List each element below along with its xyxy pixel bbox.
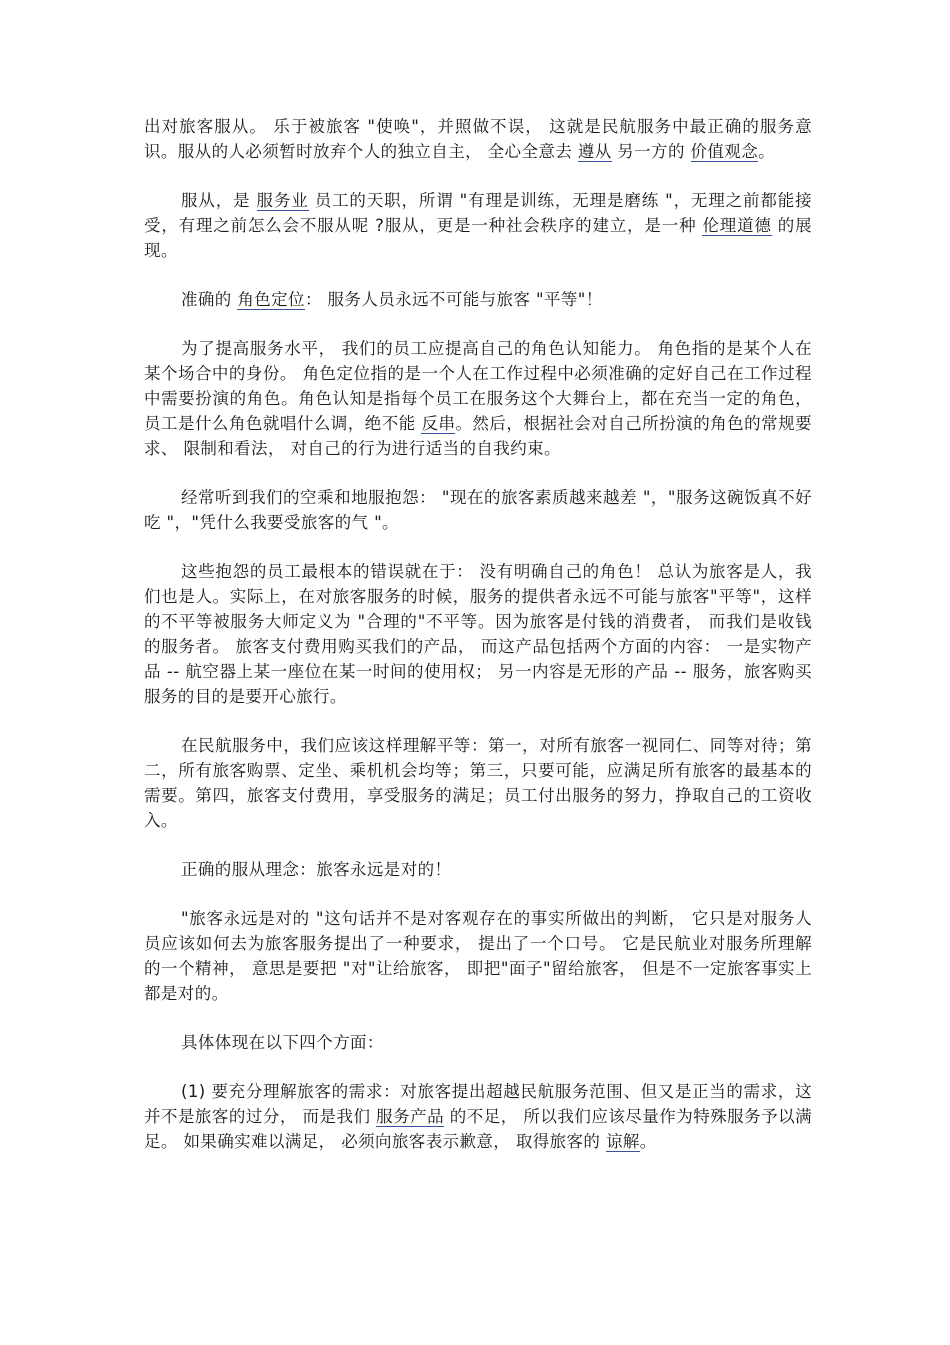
link-juese-dingwei[interactable]: 角色定位: [237, 290, 305, 309]
paragraph-4: [144, 336, 812, 461]
paragraph-10: [144, 1030, 812, 1055]
paragraph-text: 经常听到我们的空乘和地服抱怨： "现在的旅客素质越来越差 "，"服务这碗饭真不好吃 "，"凭什么我要受旅客的气 "。: [144, 488, 812, 532]
paragraph-1: [144, 114, 812, 164]
link-liangjie[interactable]: 谅解: [605, 1132, 640, 1151]
link-jiazhi-guannian[interactable]: 价值观念: [690, 142, 759, 161]
paragraph-text: 的不足， 所以我们应该尽量作为特殊服务予以满足。 如果确实难以满足， 必须向旅客表示歉意， 取得旅客的: [144, 1107, 812, 1151]
paragraph-text: "旅客永远是对的 "这句话并不是对客观存在的事实所做出的判断， 它只是对服务人员应该如何去为旅客服务提出了一种要求， 提出了一个口号。 它是民航业对服务所理解的一个精神， 意思是要把 "对"让给旅客， 即把"面子"留给旅客， 但是不一定旅客事实上都是对的。: [144, 909, 812, 1003]
paragraph-text: 正确的服从理念：旅客永远是对的！: [181, 860, 452, 879]
paragraph-text: (1) 要充分理解旅客的需求：对旅客提出超越民航服务范围、但又是正当的需求，这并不是旅客的过分， 而是我们: [144, 1082, 812, 1126]
paragraph-text: 出对旅客服从。 乐于被旅客 "使唤"，并照做不误， 这就是民航服务中最正确的服务意识。服从的人必须暂时放弃个人的独立自主， 全心全意去: [144, 117, 812, 161]
paragraph-text: 在民航服务中，我们应该这样理解平等：第一，对所有旅客一视同仁、同等对待；第二，所有旅客购票、定坐、乘机机会均等；第三，只要可能，应满足所有旅客的最基本的需要。第四，旅客支付费用，享受服务的满足；员工付出服务的努力，挣取自己的工资收入。: [144, 736, 812, 830]
paragraph-text: 为了提高服务水平， 我们的员工应提高自己的角色认知能力。 角色指的是某个人在某个场合中的身份。 角色定位指的是一个人在工作过程中必须准确的定好自己在工作过程中需要扮演的角色。角色认知是指每个员工在服务这个大舞台上，都在充当一定的角色，员工是什么角色就唱什么调，绝不能: [144, 339, 812, 433]
paragraph-6: [144, 559, 812, 709]
link-fuwuye[interactable]: 服务业: [256, 191, 309, 210]
paragraph-text: 的展现。: [144, 216, 812, 260]
paragraph-8: [144, 857, 812, 882]
link-fanchuan[interactable]: 反串: [421, 414, 456, 433]
paragraph-text: 。然后，根据社会对自己所扮演的角色的常规要求、 限制和看法， 对自己的行为进行适当的自我约束。: [144, 414, 812, 458]
paragraph-text: ： 服务人员永远不可能与旅客 "平等"！: [304, 290, 603, 309]
paragraph-7: [144, 733, 812, 833]
paragraph-9: [144, 906, 812, 1006]
link-lunli-daode[interactable]: 伦理道德: [702, 216, 772, 235]
link-zunzhong[interactable]: 遵从: [577, 142, 612, 161]
paragraph-5: [144, 485, 812, 535]
paragraph-text: 员工的天职，所谓 "有理是训练，无理是磨练 "，无理之前都能接受，有理之前怎么会不服从呢 ?服从，更是一种社会秩序的建立，是一种: [144, 191, 812, 235]
paragraph-text: 具体体现在以下四个方面：: [181, 1033, 384, 1052]
paragraph-text: 这些抱怨的员工最根本的错误就在于： 没有明确自己的角色！ 总认为旅客是人，我们也是人。实际上，在对旅客服务的时候，服务的提供者永远不可能与旅客"平等"，这样的不平等被服务大师定义为 "合理的"不平等。因为旅客是付钱的消费者， 而我们是收钱的服务者。 旅客支付费用购买我们的产品， 而这产品包括两个方面的内容： 一是实物产品 -- 航空器上某一座位在某一时间的使用权； 另一内容是无形的产品 -- 服务，旅客购买服务的目的是要开心旅行。: [144, 562, 812, 706]
paragraph-text: 服从，是: [181, 191, 257, 210]
link-fuwu-chanpin[interactable]: 服务产品: [376, 1107, 445, 1126]
paragraph-text: 准确的: [181, 290, 238, 309]
paragraph-text: 另一方的: [611, 142, 691, 161]
paragraph-text: 。: [639, 1132, 657, 1151]
paragraph-text: 。: [758, 142, 776, 161]
paragraph-3: [144, 287, 812, 312]
document-body: [144, 114, 812, 1178]
paragraph-11: [144, 1079, 812, 1154]
paragraph-2: [144, 188, 812, 263]
